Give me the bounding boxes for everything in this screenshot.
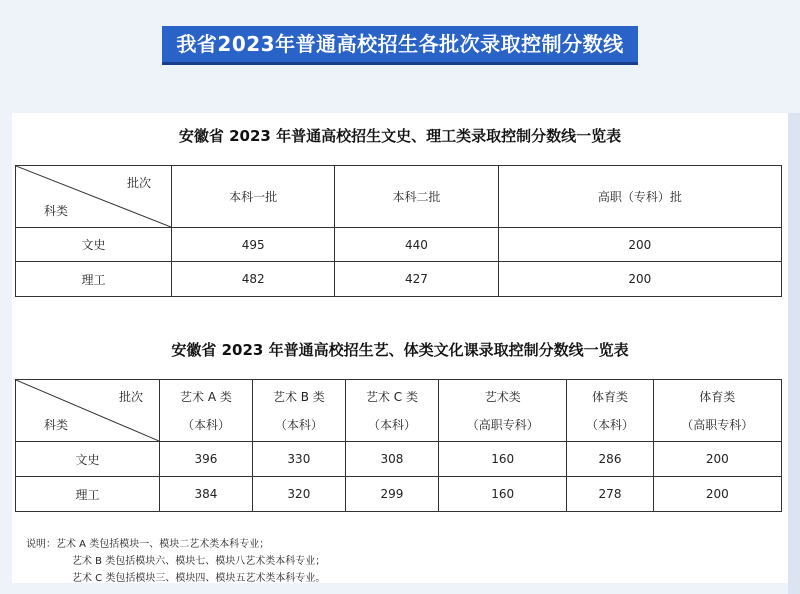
table-row — [16, 262, 782, 297]
row-label: 文史 — [16, 442, 160, 477]
table1-header-row — [16, 166, 782, 228]
table2-header-cell — [439, 380, 567, 442]
header-line1: 艺术 A 类 — [180, 389, 232, 404]
header-line1: 艺术类 — [484, 389, 521, 404]
table1-title: 安徽省 2023 年普通高校招生文史、理工类录取控制分数线一览表 — [178, 127, 622, 145]
corner-top-label: 批次 — [126, 176, 151, 190]
score-cell: 495 — [172, 228, 335, 262]
table-row — [16, 442, 782, 477]
table1-header-cell: 高职（专科）批 — [498, 166, 781, 228]
header-line2: （本科） — [274, 417, 323, 432]
header-line1: 艺术 B 类 — [272, 389, 325, 404]
row-label: 理工 — [16, 477, 160, 512]
table1-header-cell: 本科二批 — [335, 166, 498, 228]
score-cell: 200 — [653, 442, 781, 477]
score-cell: 330 — [252, 442, 345, 477]
score-cell: 396 — [160, 442, 253, 477]
score-cell: 299 — [345, 477, 438, 512]
score-cell: 308 — [345, 442, 438, 477]
corner-top-label: 批次 — [118, 390, 143, 404]
corner-bottom-label: 科类 — [44, 204, 69, 218]
table2-corner-cell — [16, 380, 160, 442]
table-row — [16, 228, 782, 262]
table2-title: 安徽省 2023 年普通高校招生艺、体类文化课录取控制分数线一览表 — [171, 341, 629, 359]
table2-header-cell — [653, 380, 781, 442]
table2-header-cell — [567, 380, 653, 442]
score-cell: 440 — [335, 228, 498, 262]
header-line1: 体育类 — [592, 389, 629, 404]
table2 — [15, 379, 782, 512]
header-line2: （高职专科） — [681, 417, 754, 432]
table-row — [16, 477, 782, 512]
table1-header-cell: 本科一批 — [172, 166, 335, 228]
header-line1: 艺术 C 类 — [365, 389, 418, 404]
note-line: 艺术 C 类包括模块三、模块四、模块五艺术类本科专业。 — [72, 573, 326, 584]
table1-corner-cell — [16, 166, 172, 228]
score-cell: 160 — [439, 442, 567, 477]
table2-header-cell — [160, 380, 253, 442]
score-cell: 286 — [567, 442, 653, 477]
score-cell: 200 — [498, 228, 781, 262]
note-line: 说明：艺术 A 类包括模块一、模块二艺术类本科专业； — [26, 539, 270, 550]
page-edge — [788, 113, 800, 594]
table2-header-cell — [252, 380, 345, 442]
header-line2: （本科） — [367, 417, 416, 432]
banner — [0, 26, 800, 65]
score-cell: 200 — [498, 262, 781, 297]
document-page — [12, 113, 788, 583]
note-line: 艺术 B 类包括模块六、模块七、模块八艺术类本科专业； — [72, 556, 326, 567]
corner-bottom-label: 科类 — [44, 418, 69, 432]
header-line2: （高职专科） — [466, 417, 539, 432]
banner-title: 我省2023年普通高校招生各批次录取控制分数线 — [162, 26, 637, 65]
row-label: 文史 — [16, 228, 172, 262]
header-line2: （本科） — [586, 417, 635, 432]
score-cell: 482 — [172, 262, 335, 297]
score-cell: 278 — [567, 477, 653, 512]
table1 — [15, 165, 782, 297]
table2-header-row — [16, 380, 782, 442]
notes — [26, 536, 325, 587]
table2-header-cell — [345, 380, 438, 442]
header-line2: （本科） — [181, 417, 230, 432]
header-line1: 体育类 — [699, 389, 736, 404]
score-cell: 160 — [439, 477, 567, 512]
score-cell: 384 — [160, 477, 253, 512]
score-cell: 320 — [252, 477, 345, 512]
row-label: 理工 — [16, 262, 172, 297]
score-cell: 427 — [335, 262, 498, 297]
score-cell: 200 — [653, 477, 781, 512]
